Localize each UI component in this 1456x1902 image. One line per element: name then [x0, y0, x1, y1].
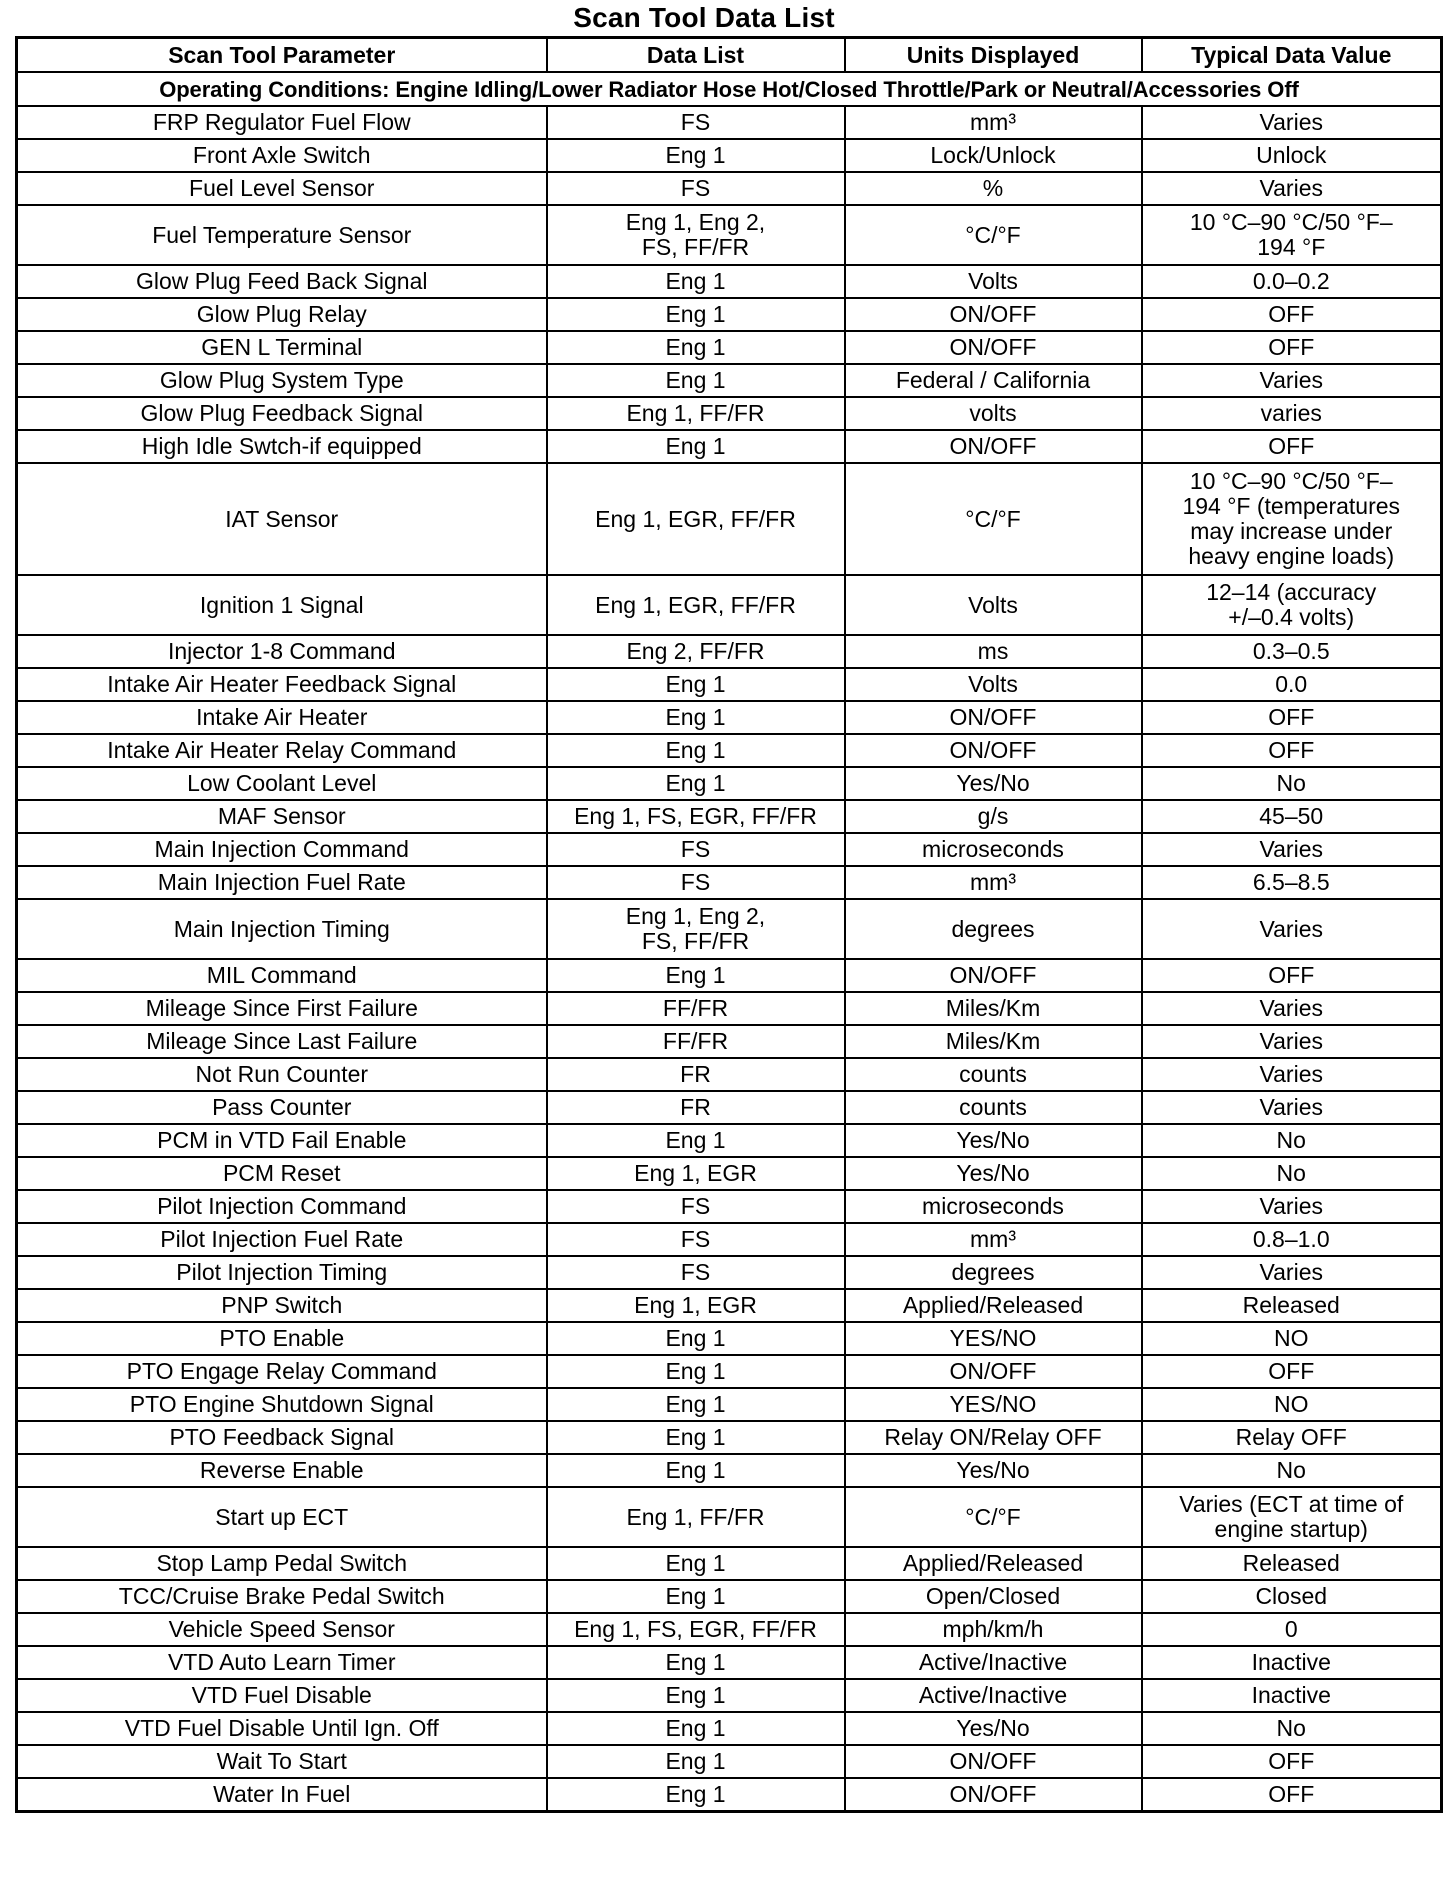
cell-parameter: Vehicle Speed Sensor	[17, 1613, 547, 1646]
cell-typical-value: 0.3–0.5	[1142, 635, 1442, 668]
cell-units: Volts	[845, 575, 1142, 635]
cell-typical-value: NO	[1142, 1322, 1442, 1355]
cell-data-list: FF/FR	[547, 992, 845, 1025]
cell-typical-value: 0.8–1.0	[1142, 1223, 1442, 1256]
cell-typical-value: No	[1142, 1712, 1442, 1745]
cell-parameter: Glow Plug Feed Back Signal	[17, 265, 547, 298]
cell-units: Active/Inactive	[845, 1646, 1142, 1679]
cell-typical-value: No	[1142, 1454, 1442, 1487]
cell-typical-value: Varies	[1142, 1091, 1442, 1124]
table-row	[17, 1322, 1442, 1355]
table-row	[17, 1487, 1442, 1547]
cell-units: g/s	[845, 800, 1142, 833]
cell-data-list: FS	[547, 106, 845, 139]
cell-data-list: FS	[547, 866, 845, 899]
cell-data-list: Eng 1	[547, 959, 845, 992]
cell-units: °C/°F	[845, 1487, 1142, 1547]
cell-data-list: Eng 1, FF/FR	[547, 1487, 845, 1547]
cell-units: ON/OFF	[845, 701, 1142, 734]
cell-parameter: VTD Fuel Disable	[17, 1679, 547, 1712]
cell-typical-value: 45–50	[1142, 800, 1442, 833]
cell-data-list: Eng 2, FF/FR	[547, 635, 845, 668]
cell-typical-value: No	[1142, 767, 1442, 800]
cell-parameter: Pilot Injection Fuel Rate	[17, 1223, 547, 1256]
cell-units: degrees	[845, 899, 1142, 959]
table-container	[15, 36, 1440, 1813]
cell-typical-value: Varies	[1142, 106, 1442, 139]
cell-data-list: Eng 1	[547, 767, 845, 800]
table-row	[17, 866, 1442, 899]
table-row	[17, 575, 1442, 635]
cell-data-list: Eng 1	[547, 1646, 845, 1679]
table-row	[17, 139, 1442, 172]
cell-typical-value: Varies	[1142, 1025, 1442, 1058]
table-row	[17, 1679, 1442, 1712]
page-title: Scan Tool Data List	[573, 2, 835, 33]
cell-typical-value: 12–14 (accuracy +/–0.4 volts)	[1142, 575, 1442, 635]
cell-parameter: Main Injection Fuel Rate	[17, 866, 547, 899]
cell-data-list: Eng 1, Eng 2, FS, FF/FR	[547, 899, 845, 959]
table-row	[17, 1157, 1442, 1190]
cell-parameter: Start up ECT	[17, 1487, 547, 1547]
cell-parameter: Low Coolant Level	[17, 767, 547, 800]
table-row	[17, 833, 1442, 866]
cell-parameter: Main Injection Command	[17, 833, 547, 866]
cell-parameter: FRP Regulator Fuel Flow	[17, 106, 547, 139]
cell-units: Volts	[845, 265, 1142, 298]
table-row	[17, 430, 1442, 463]
header-scan-tool-parameter: Scan Tool Parameter	[17, 38, 547, 73]
cell-units: ON/OFF	[845, 734, 1142, 767]
cell-parameter: Intake Air Heater Relay Command	[17, 734, 547, 767]
table-row	[17, 959, 1442, 992]
cell-units: ms	[845, 635, 1142, 668]
cell-typical-value: Varies	[1142, 992, 1442, 1025]
cell-typical-value: Varies	[1142, 172, 1442, 205]
cell-units: ON/OFF	[845, 1745, 1142, 1778]
cell-parameter: PCM in VTD Fail Enable	[17, 1124, 547, 1157]
cell-parameter: Ignition 1 Signal	[17, 575, 547, 635]
cell-data-list: FR	[547, 1091, 845, 1124]
cell-data-list: Eng 1, FS, EGR, FF/FR	[547, 800, 845, 833]
table-row	[17, 205, 1442, 265]
cell-units: ON/OFF	[845, 331, 1142, 364]
table-row	[17, 463, 1442, 575]
table-row	[17, 1025, 1442, 1058]
cell-data-list: Eng 1, FF/FR	[547, 397, 845, 430]
cell-data-list: Eng 1	[547, 265, 845, 298]
cell-data-list: FS	[547, 1223, 845, 1256]
header-row	[17, 38, 1442, 73]
scan-tool-data-table	[15, 36, 1443, 1813]
table-row	[17, 767, 1442, 800]
cell-parameter: VTD Auto Learn Timer	[17, 1646, 547, 1679]
cell-data-list: Eng 1	[547, 734, 845, 767]
table-row	[17, 701, 1442, 734]
cell-data-list: Eng 1	[547, 1712, 845, 1745]
cell-parameter: Glow Plug Relay	[17, 298, 547, 331]
cell-units: YES/NO	[845, 1322, 1142, 1355]
cell-parameter: PNP Switch	[17, 1289, 547, 1322]
cell-parameter: Glow Plug System Type	[17, 364, 547, 397]
table-row	[17, 1613, 1442, 1646]
cell-typical-value: 0.0–0.2	[1142, 265, 1442, 298]
table-row	[17, 1223, 1442, 1256]
cell-units: °C/°F	[845, 205, 1142, 265]
cell-typical-value: No	[1142, 1124, 1442, 1157]
table-row	[17, 1190, 1442, 1223]
header-data-list: Data List	[547, 38, 845, 73]
cell-parameter: Water In Fuel	[17, 1778, 547, 1812]
cell-typical-value: Varies	[1142, 1058, 1442, 1091]
table-row	[17, 397, 1442, 430]
cell-units: degrees	[845, 1256, 1142, 1289]
cell-data-list: Eng 1, FS, EGR, FF/FR	[547, 1613, 845, 1646]
cell-units: Yes/No	[845, 1712, 1142, 1745]
cell-typical-value: Released	[1142, 1547, 1442, 1580]
cell-parameter: MAF Sensor	[17, 800, 547, 833]
cell-typical-value: 6.5–8.5	[1142, 866, 1442, 899]
cell-typical-value: Inactive	[1142, 1646, 1442, 1679]
cell-parameter: Not Run Counter	[17, 1058, 547, 1091]
cell-parameter: Stop Lamp Pedal Switch	[17, 1547, 547, 1580]
cell-data-list: Eng 1	[547, 1355, 845, 1388]
header-units-displayed: Units Displayed	[845, 38, 1142, 73]
cell-typical-value: Relay OFF	[1142, 1421, 1442, 1454]
cell-units: mph/km/h	[845, 1613, 1142, 1646]
cell-units: %	[845, 172, 1142, 205]
cell-parameter: Intake Air Heater Feedback Signal	[17, 668, 547, 701]
cell-units: YES/NO	[845, 1388, 1142, 1421]
cell-data-list: Eng 1	[547, 1778, 845, 1812]
table-row	[17, 1421, 1442, 1454]
header-typical-data-value: Typical Data Value	[1142, 38, 1442, 73]
cell-typical-value: 0.0	[1142, 668, 1442, 701]
cell-typical-value: OFF	[1142, 331, 1442, 364]
cell-data-list: Eng 1	[547, 1454, 845, 1487]
cell-data-list: Eng 1	[547, 1679, 845, 1712]
cell-units: Open/Closed	[845, 1580, 1142, 1613]
cell-parameter: PTO Engage Relay Command	[17, 1355, 547, 1388]
cell-units: ON/OFF	[845, 430, 1142, 463]
table-row	[17, 1256, 1442, 1289]
cell-typical-value: NO	[1142, 1388, 1442, 1421]
cell-parameter: VTD Fuel Disable Until Ign. Off	[17, 1712, 547, 1745]
cell-data-list: Eng 1	[547, 331, 845, 364]
cell-data-list: Eng 1, EGR	[547, 1157, 845, 1190]
table-row	[17, 1580, 1442, 1613]
cell-parameter: Wait To Start	[17, 1745, 547, 1778]
cell-units: Yes/No	[845, 1454, 1142, 1487]
cell-units: Active/Inactive	[845, 1679, 1142, 1712]
table-row	[17, 1712, 1442, 1745]
cell-parameter: Mileage Since First Failure	[17, 992, 547, 1025]
cell-parameter: GEN L Terminal	[17, 331, 547, 364]
cell-parameter: Fuel Level Sensor	[17, 172, 547, 205]
operating-conditions: Operating Conditions: Engine Idling/Lower Radiator Hose Hot/Closed Throttle/Park or Neutral/Accessories Off	[17, 72, 1442, 106]
table-row	[17, 899, 1442, 959]
cell-units: Relay ON/Relay OFF	[845, 1421, 1142, 1454]
table-row	[17, 1289, 1442, 1322]
cell-typical-value: Varies	[1142, 1190, 1442, 1223]
cell-data-list: FS	[547, 833, 845, 866]
cell-units: Lock/Unlock	[845, 139, 1142, 172]
cell-parameter: Fuel Temperature Sensor	[17, 205, 547, 265]
cell-typical-value: Varies	[1142, 364, 1442, 397]
cell-typical-value: OFF	[1142, 298, 1442, 331]
cell-units: mm³	[845, 106, 1142, 139]
cell-typical-value: Varies (ECT at time of engine startup)	[1142, 1487, 1442, 1547]
cell-typical-value: OFF	[1142, 430, 1442, 463]
table-row	[17, 668, 1442, 701]
cell-parameter: Injector 1-8 Command	[17, 635, 547, 668]
cell-units: Yes/No	[845, 1157, 1142, 1190]
cell-typical-value: Varies	[1142, 833, 1442, 866]
cell-typical-value: OFF	[1142, 1355, 1442, 1388]
cell-typical-value: 0	[1142, 1613, 1442, 1646]
table-row	[17, 106, 1442, 139]
table-row	[17, 172, 1442, 205]
cell-parameter: Glow Plug Feedback Signal	[17, 397, 547, 430]
cell-data-list: FF/FR	[547, 1025, 845, 1058]
cell-parameter: High Idle Swtch-if equipped	[17, 430, 547, 463]
table-row	[17, 1454, 1442, 1487]
cell-typical-value: Inactive	[1142, 1679, 1442, 1712]
table-row	[17, 1778, 1442, 1812]
cell-units: mm³	[845, 1223, 1142, 1256]
cell-typical-value: Released	[1142, 1289, 1442, 1322]
cell-data-list: Eng 1	[547, 364, 845, 397]
cell-typical-value: Varies	[1142, 899, 1442, 959]
cell-data-list: Eng 1, EGR, FF/FR	[547, 575, 845, 635]
cell-units: mm³	[845, 866, 1142, 899]
cell-parameter: Mileage Since Last Failure	[17, 1025, 547, 1058]
cell-data-list: Eng 1	[547, 298, 845, 331]
cell-typical-value: 10 °C–90 °C/50 °F– 194 °F (temperatures may increase under heavy engine loads)	[1142, 463, 1442, 575]
cell-units: Applied/Released	[845, 1547, 1142, 1580]
cell-data-list: Eng 1, EGR	[547, 1289, 845, 1322]
cell-parameter: Pilot Injection Timing	[17, 1256, 547, 1289]
cell-data-list: Eng 1	[547, 1322, 845, 1355]
table-row	[17, 1124, 1442, 1157]
cell-parameter: Pass Counter	[17, 1091, 547, 1124]
table-row	[17, 265, 1442, 298]
cell-data-list: FS	[547, 1256, 845, 1289]
cell-units: ON/OFF	[845, 1355, 1142, 1388]
cell-parameter: IAT Sensor	[17, 463, 547, 575]
cell-parameter: MIL Command	[17, 959, 547, 992]
table-row	[17, 298, 1442, 331]
cell-typical-value: Closed	[1142, 1580, 1442, 1613]
cell-parameter: PCM Reset	[17, 1157, 547, 1190]
cell-typical-value: Unlock	[1142, 139, 1442, 172]
cell-data-list: Eng 1	[547, 1124, 845, 1157]
table-row	[17, 1646, 1442, 1679]
table-row	[17, 364, 1442, 397]
cell-units: Federal / California	[845, 364, 1142, 397]
cell-data-list: Eng 1	[547, 1745, 845, 1778]
table-body	[17, 106, 1442, 1812]
cell-units: Miles/Km	[845, 1025, 1142, 1058]
cell-data-list: FS	[547, 1190, 845, 1223]
table-row	[17, 800, 1442, 833]
cell-data-list: Eng 1	[547, 430, 845, 463]
cell-data-list: Eng 1	[547, 701, 845, 734]
table-row	[17, 1091, 1442, 1124]
cell-parameter: Reverse Enable	[17, 1454, 547, 1487]
cell-data-list: FS	[547, 172, 845, 205]
cell-typical-value: 10 °C–90 °C/50 °F– 194 °F	[1142, 205, 1442, 265]
cell-parameter: PTO Feedback Signal	[17, 1421, 547, 1454]
cell-data-list: FR	[547, 1058, 845, 1091]
cell-typical-value: OFF	[1142, 1745, 1442, 1778]
table-row	[17, 1355, 1442, 1388]
cell-typical-value: OFF	[1142, 1778, 1442, 1812]
cell-parameter: PTO Enable	[17, 1322, 547, 1355]
cell-parameter: Main Injection Timing	[17, 899, 547, 959]
cell-data-list: Eng 1	[547, 668, 845, 701]
cell-units: ON/OFF	[845, 959, 1142, 992]
cell-units: Miles/Km	[845, 992, 1142, 1025]
cell-units: Yes/No	[845, 1124, 1142, 1157]
cell-units: ON/OFF	[845, 1778, 1142, 1812]
cell-parameter: Front Axle Switch	[17, 139, 547, 172]
cell-data-list: Eng 1	[547, 1580, 845, 1613]
cell-typical-value: OFF	[1142, 734, 1442, 767]
cell-parameter: PTO Engine Shutdown Signal	[17, 1388, 547, 1421]
cell-typical-value: OFF	[1142, 959, 1442, 992]
cell-typical-value: No	[1142, 1157, 1442, 1190]
table-row	[17, 331, 1442, 364]
cell-units: volts	[845, 397, 1142, 430]
cell-units: counts	[845, 1091, 1142, 1124]
cell-parameter: Intake Air Heater	[17, 701, 547, 734]
cell-units: °C/°F	[845, 463, 1142, 575]
cell-data-list: Eng 1	[547, 1547, 845, 1580]
cell-units: Yes/No	[845, 767, 1142, 800]
cell-units: microseconds	[845, 1190, 1142, 1223]
cell-typical-value: varies	[1142, 397, 1442, 430]
cell-units: Volts	[845, 668, 1142, 701]
cell-data-list: Eng 1	[547, 1388, 845, 1421]
cell-units: Applied/Released	[845, 1289, 1142, 1322]
table-row	[17, 992, 1442, 1025]
cell-parameter: Pilot Injection Command	[17, 1190, 547, 1223]
cell-parameter: TCC/Cruise Brake Pedal Switch	[17, 1580, 547, 1613]
cell-units: ON/OFF	[845, 298, 1142, 331]
table-row	[17, 1745, 1442, 1778]
cell-typical-value: Varies	[1142, 1256, 1442, 1289]
cell-data-list: Eng 1	[547, 139, 845, 172]
cell-typical-value: OFF	[1142, 701, 1442, 734]
cell-units: microseconds	[845, 833, 1142, 866]
cell-data-list: Eng 1, Eng 2, FS, FF/FR	[547, 205, 845, 265]
table-row	[17, 1547, 1442, 1580]
table-row	[17, 635, 1442, 668]
cell-units: counts	[845, 1058, 1142, 1091]
table-row	[17, 1058, 1442, 1091]
table-row	[17, 1388, 1442, 1421]
cell-data-list: Eng 1, EGR, FF/FR	[547, 463, 845, 575]
table-row	[17, 734, 1442, 767]
cell-data-list: Eng 1	[547, 1421, 845, 1454]
operating-conditions-row	[17, 72, 1442, 106]
